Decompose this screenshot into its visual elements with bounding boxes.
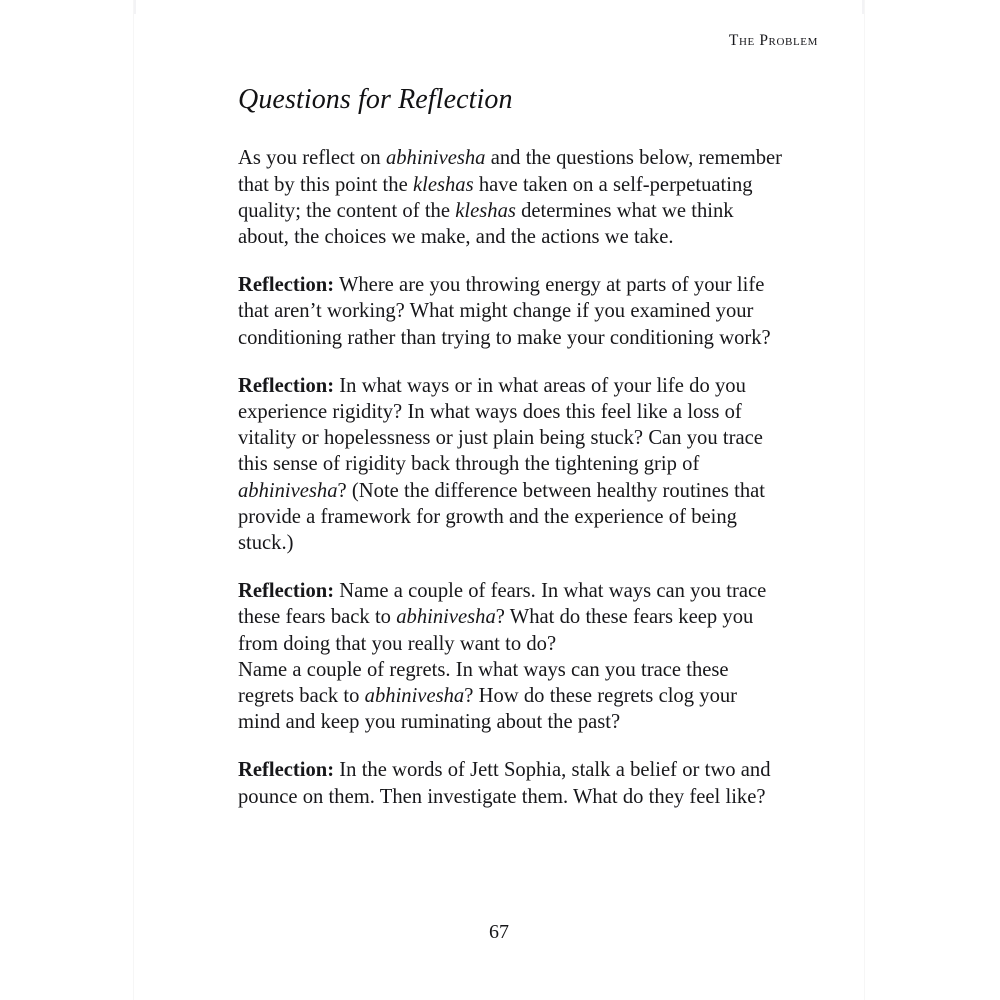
sanskrit-term: kleshas xyxy=(412,173,474,196)
sanskrit-term: abhinivesha xyxy=(385,147,486,170)
text-run: have taken on a self-perpetuating quality; the content of the xyxy=(238,173,753,222)
page-title: Questions for Reflection xyxy=(238,84,513,115)
reflection-paragraph-2 xyxy=(238,373,783,556)
scan-artifact-left xyxy=(134,0,136,14)
text-run: Name a couple of regrets. In what ways can you trace these regrets back to xyxy=(238,658,729,708)
reflection-label: Reflection: xyxy=(238,580,335,603)
scan-artifact-right xyxy=(862,0,864,14)
text-run: and the questions below, remember that by this point the xyxy=(238,147,783,196)
text-run: Name a couple of fears. In what ways can you trace these fears back to xyxy=(238,580,767,629)
sanskrit-term: abhinivesha xyxy=(364,685,465,708)
text-run: ? How do these regrets clog your mind and keep you ruminating about the past? xyxy=(238,685,738,734)
sanskrit-term: kleshas xyxy=(455,199,516,222)
reflection-paragraph-1 xyxy=(238,272,783,351)
text-run: Where are you throwing energy at parts of your life that aren’t working? What might change if you examined your conditioning rather than trying to make your conditioning work? xyxy=(238,274,771,349)
page-content xyxy=(238,84,783,810)
sanskrit-term: abhinivesha xyxy=(396,606,496,629)
page-number-value: 67 xyxy=(489,921,509,943)
running-header: The Problem xyxy=(728,32,818,49)
text-run: ? (Note the difference between healthy routines that provide a framework for growth and the experience of being stuck.) xyxy=(238,479,765,554)
text-run: determines what we think about, the choices we make, and the actions we take. xyxy=(238,199,734,248)
text-run: In the words of Jett Sophia, stalk a belief or two and pounce on them. Then investigate them. What do they feel like? xyxy=(238,759,771,808)
reflection-label: Reflection: xyxy=(238,374,335,397)
sanskrit-term: abhinivesha xyxy=(238,479,338,502)
text-run: In what ways or in what areas of your life do you experience rigidity? In what ways does this feel like a loss of vitality or hopelessness or just plain being stuck? Can you trace this sense of rigidity back through the tightening grip of xyxy=(238,374,763,476)
reflection-label: Reflection: xyxy=(238,759,335,782)
book-page xyxy=(134,0,864,1000)
text-run: ? What do these fears keep you from doing that you really want to do? xyxy=(238,606,754,655)
intro-paragraph xyxy=(238,145,783,250)
reflection-label: Reflection: xyxy=(238,274,335,297)
page-number xyxy=(134,921,864,944)
reflection-paragraph-4 xyxy=(238,757,783,809)
reflection-paragraph-3 xyxy=(238,578,783,735)
text-run: As you reflect on xyxy=(238,147,386,170)
